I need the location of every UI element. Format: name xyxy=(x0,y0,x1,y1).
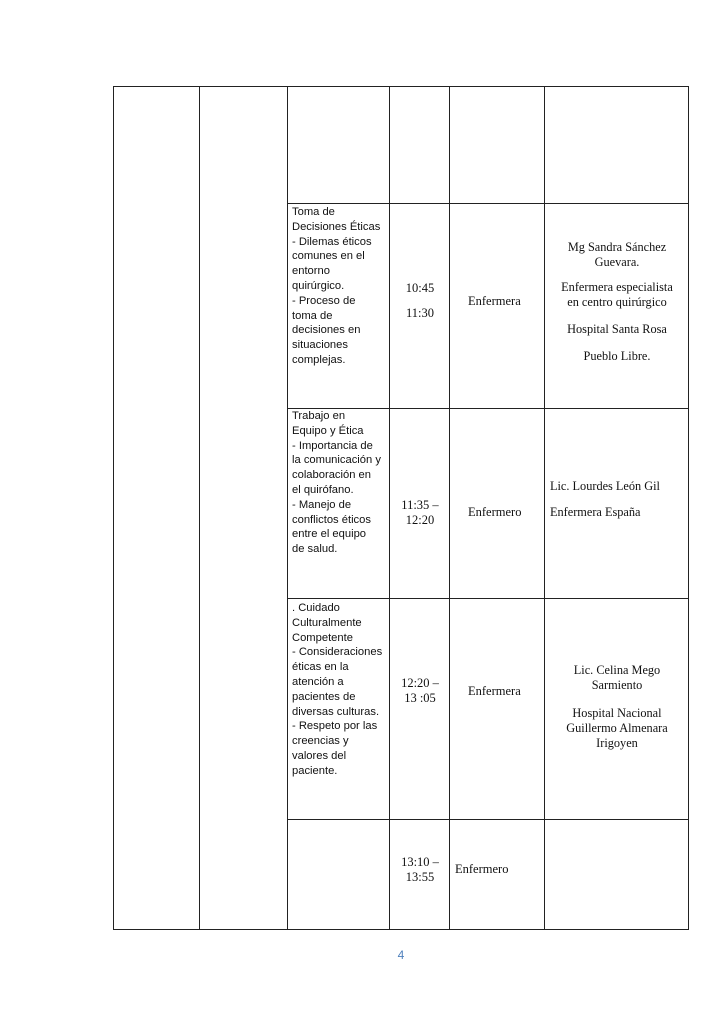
speaker-cell xyxy=(545,240,689,364)
topic-line: atención a xyxy=(292,675,344,688)
speaker-line: Pueblo Libre. xyxy=(583,349,651,363)
topic-line: - Respeto por las xyxy=(292,720,378,733)
time-range-line: 13:55 xyxy=(405,870,435,884)
topic-line: . Cuidado xyxy=(292,602,340,614)
topic-line: Culturalmente xyxy=(292,616,362,629)
time-start: 10:45 xyxy=(405,281,435,295)
topic-line: - Dilemas éticos xyxy=(292,235,372,248)
topic-line: entorno xyxy=(292,265,330,278)
column-border xyxy=(287,86,288,930)
time-range-line: 12:20 – xyxy=(401,676,439,690)
topic-line: toma de xyxy=(292,309,333,322)
column-border xyxy=(199,86,200,930)
topic-line: paciente. xyxy=(292,764,338,777)
topic-line: complejas. xyxy=(292,353,346,366)
speaker-line: Lic. Celina Mego xyxy=(573,663,661,677)
row-divider xyxy=(287,819,689,820)
topic-line: Toma de xyxy=(292,206,335,218)
topic-line: comunes en el xyxy=(292,250,365,263)
speaker-line: Enfermera España xyxy=(550,505,641,519)
speaker-line: Guillermo Almenara xyxy=(566,721,668,735)
role-cell: Enfermera xyxy=(468,294,521,308)
topic-line: - Importancia de xyxy=(292,439,373,452)
topic-line: pacientes de xyxy=(292,690,356,703)
topic-line: valores del xyxy=(292,749,347,762)
speaker-line: Sarmiento xyxy=(591,678,643,692)
topic-line: entre el equipo xyxy=(292,528,367,541)
topic-cell xyxy=(292,601,386,779)
topic-line: Equipo y Ética xyxy=(292,424,364,437)
time-range-line: 13:10 – xyxy=(401,855,439,869)
topic-line: quirúrgico. xyxy=(292,279,345,292)
topic-line: - Manejo de xyxy=(292,498,352,511)
column-border xyxy=(544,86,545,930)
topic-cell xyxy=(292,205,386,368)
topic-line: - Consideraciones xyxy=(292,646,383,659)
topic-line: colaboración en xyxy=(292,469,371,482)
row-divider xyxy=(287,203,689,204)
column-border xyxy=(688,86,689,930)
time-range-line: 13 :05 xyxy=(404,691,436,705)
topic-line: situaciones xyxy=(292,339,348,352)
topic-line: - Proceso de xyxy=(292,294,356,307)
topic-line: Competente xyxy=(292,631,353,644)
speaker-line: Mg Sandra Sánchez xyxy=(567,240,667,254)
topic-line: Trabajo en xyxy=(292,410,346,422)
speaker-line: Hospital Nacional xyxy=(572,706,662,720)
speaker-line: Enfermera especialista xyxy=(561,280,673,294)
role-cell: Enfermero xyxy=(455,862,509,876)
time-range-line: 11:35 – xyxy=(401,498,439,512)
topic-line: éticas en la xyxy=(292,661,349,674)
role-cell: Enfermera xyxy=(468,684,521,698)
speaker-line: Irigoyen xyxy=(596,736,638,750)
topic-line: la comunicación y xyxy=(292,454,381,467)
time-range-line: 12:20 xyxy=(405,513,435,527)
topic-line: creencias y xyxy=(292,735,349,748)
page-number: 4 xyxy=(397,948,405,962)
role-cell: Enfermero xyxy=(468,505,522,519)
topic-line: de salud. xyxy=(292,543,338,556)
topic-line: diversas culturas. xyxy=(292,705,380,718)
topic-line: Decisiones Éticas xyxy=(292,220,381,233)
speaker-line: Hospital Santa Rosa xyxy=(567,322,667,336)
topic-line: decisiones en xyxy=(292,324,361,337)
topic-line: el quirófano. xyxy=(292,483,354,496)
topic-line: conflictos éticos xyxy=(292,513,371,526)
row-divider xyxy=(287,598,689,599)
column-border xyxy=(113,86,114,930)
speaker-line: en centro quirúrgico xyxy=(567,295,667,309)
speaker-cell xyxy=(545,663,689,751)
speaker-line: Guevara. xyxy=(594,255,640,269)
topic-cell xyxy=(292,409,386,557)
time-end: 11:30 xyxy=(405,306,434,320)
speaker-line: Lic. Lourdes León Gil xyxy=(550,479,660,493)
